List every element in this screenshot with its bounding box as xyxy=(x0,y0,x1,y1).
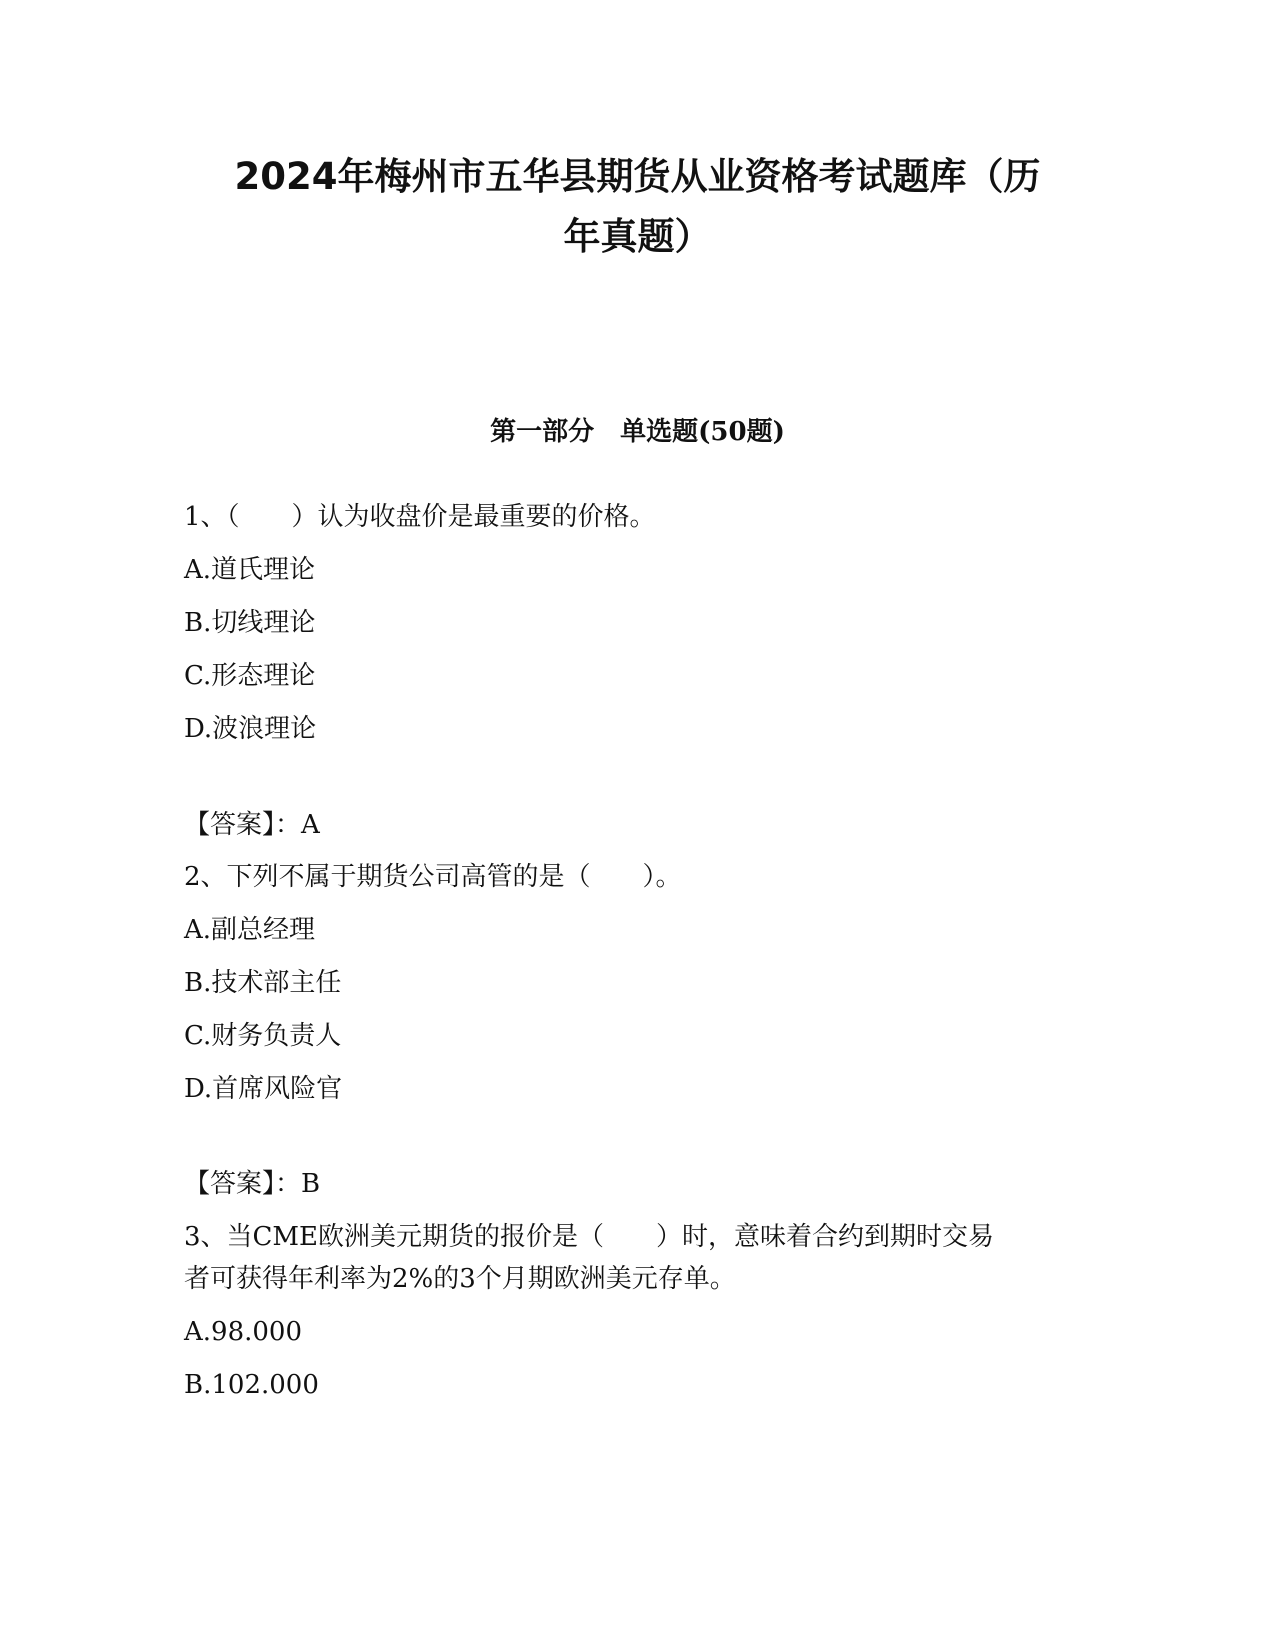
question-1-option-b: B.切线理论 xyxy=(184,608,316,638)
question-1-answer xyxy=(184,805,320,845)
section-heading: 第一部分 单选题(50题) xyxy=(490,417,785,447)
question-1-stem: 1、（ ）认为收盘价是最重要的价格。 xyxy=(184,502,656,532)
question-2-stem: 2、下列不属于期货公司高管的是（ ）。 xyxy=(184,862,682,892)
question-2-option-c: C.财务负责人 xyxy=(184,1021,342,1051)
question-2-option-a: A.副总经理 xyxy=(184,915,316,945)
document-title-line-1: 2024年梅州市五华县期货从业资格考试题库（历 xyxy=(234,155,1041,198)
answer-label: 【答案】： xyxy=(184,1169,302,1199)
question-1-option-a: A.道氏理论 xyxy=(184,555,316,585)
answer-label: 【答案】： xyxy=(184,810,302,840)
question-3-stem-line-1: 3、当CME欧洲美元期货的报价是（ ）时，意味着合约到期时交易 xyxy=(184,1222,995,1252)
answer-value: A xyxy=(301,810,320,840)
answer-value: B xyxy=(301,1169,321,1199)
question-2-answer xyxy=(184,1164,320,1204)
question-2-option-d: D.首席风险官 xyxy=(184,1074,343,1104)
question-1-option-c: C.形态理论 xyxy=(184,661,316,691)
question-3-option-a: A.98.000 xyxy=(184,1317,303,1347)
question-3-stem-line-2: 者可获得年利率为2%的3个月期欧洲美元存单。 xyxy=(184,1264,736,1294)
document-title-line-2: 年真题） xyxy=(563,215,712,258)
question-3-option-b: B.102.000 xyxy=(184,1370,319,1400)
question-2-option-b: B.技术部主任 xyxy=(184,968,342,998)
question-1-option-d: D.波浪理论 xyxy=(184,714,317,744)
